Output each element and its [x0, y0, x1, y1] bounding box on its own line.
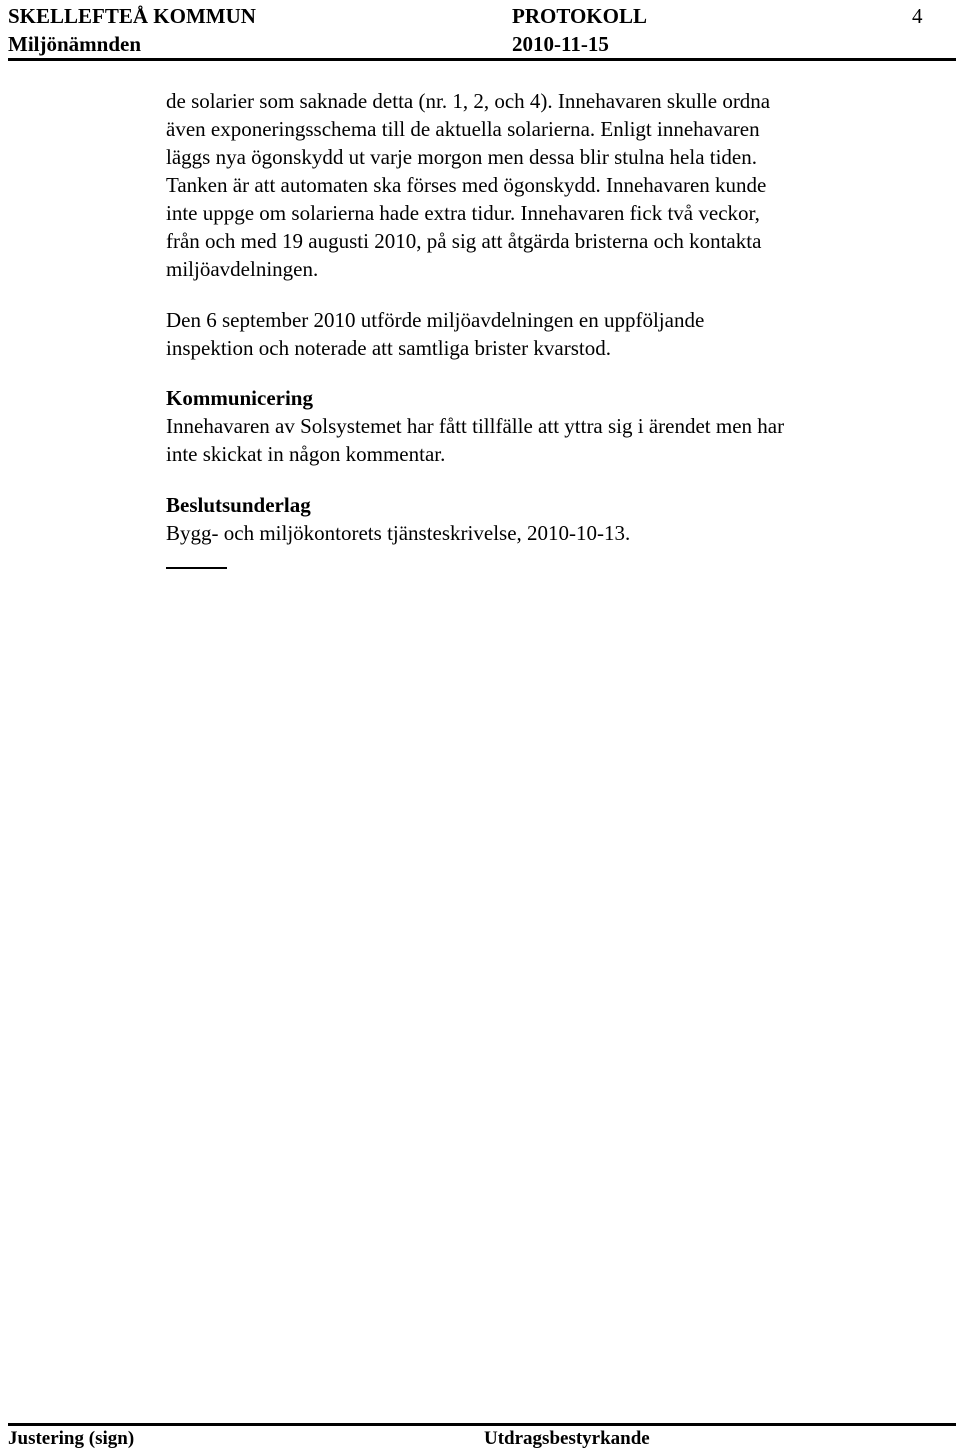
text-line: inspektion och noterade att samtliga brister kvarstod.: [166, 336, 611, 360]
footer-divider: [8, 1423, 956, 1426]
meeting-date: 2010-11-15: [512, 32, 609, 56]
text-line: miljöavdelningen.: [166, 257, 319, 281]
text-line: inte uppge om solarierna hade extra tidur. Innehavaren fick två veckor,: [166, 201, 760, 225]
text-line: läggs nya ögonskydd ut varje morgon men dessa blir stulna hela tiden.: [166, 145, 758, 169]
page-number: 4: [912, 4, 923, 28]
heading-beslutsunderlag: Beslutsunderlag: [166, 493, 311, 517]
heading-kommunicering: Kommunicering: [166, 386, 313, 410]
section-end-rule: [166, 567, 227, 569]
document-type: PROTOKOLL: [512, 4, 647, 28]
text-line: Innehavaren av Solsystemet har fått tillfälle att yttra sig i ärendet men har: [166, 414, 785, 438]
text-line: de solarier som saknade detta (nr. 1, 2, och 4). Innehavaren skulle ordna: [166, 89, 771, 113]
paragraph-beslutsunderlag: [166, 519, 926, 547]
paragraph-kommunicering: [166, 412, 926, 468]
paragraph-inspection-findings: [166, 87, 926, 283]
footer-utdragsbestyrkande-label: Utdragsbestyrkande: [484, 1428, 650, 1449]
header-divider: [8, 58, 956, 61]
municipality-name: SKELLEFTEÅ KOMMUN: [8, 4, 256, 28]
text-line: Den 6 september 2010 utförde miljöavdelningen en uppföljande: [166, 308, 705, 332]
text-line: Tanken är att automaten ska förses med ögonskydd. Innehavaren kunde: [166, 173, 767, 197]
text-line: från och med 19 augusti 2010, på sig att åtgärda bristerna och kontakta: [166, 229, 762, 253]
footer-justering-label: Justering (sign): [8, 1428, 135, 1449]
paragraph-follow-up-inspection: [166, 306, 926, 362]
committee-name: Miljönämnden: [8, 32, 142, 56]
text-line: inte skickat in någon kommentar.: [166, 442, 446, 466]
text-line: även exponeringsschema till de aktuella solarierna. Enligt innehavaren: [166, 117, 760, 141]
text-line: Bygg- och miljökontorets tjänsteskrivelse, 2010-10-13.: [166, 521, 631, 545]
